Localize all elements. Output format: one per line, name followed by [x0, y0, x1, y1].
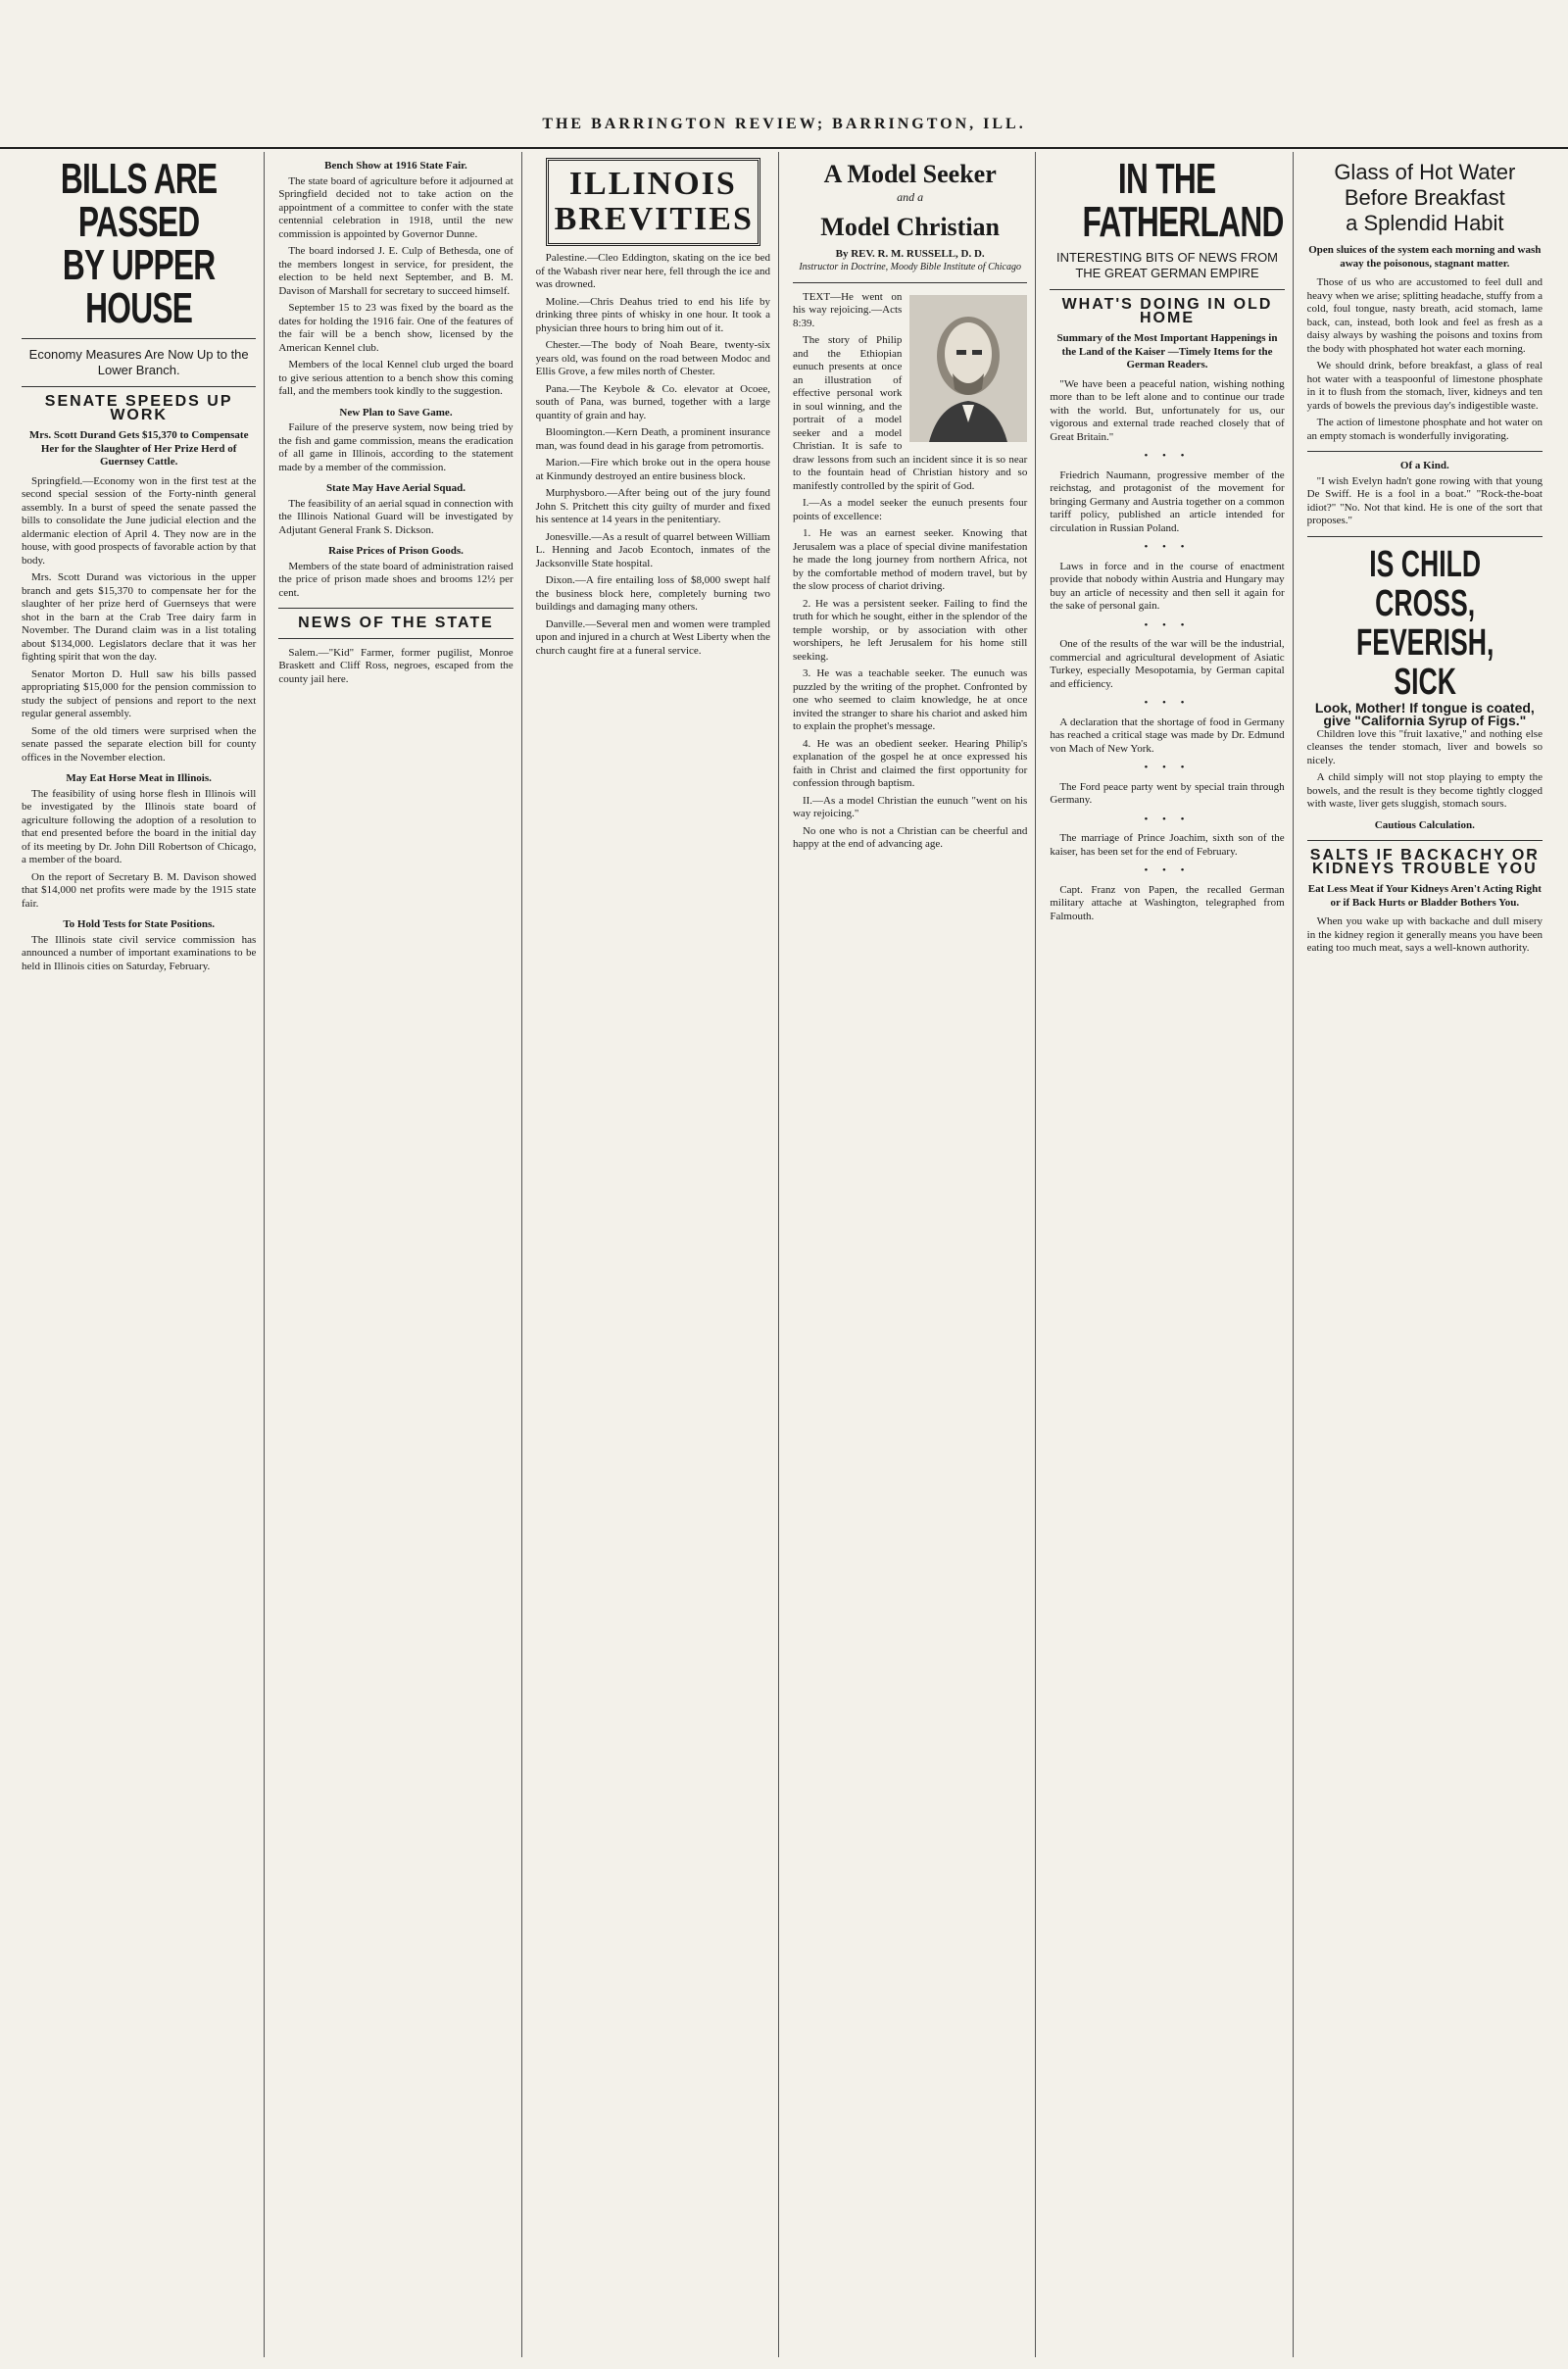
- section-head: Of a Kind.: [1399, 460, 1449, 471]
- paragraph: Those of us who are accustomed to feel dull and heavy when we arise; splitting headache, stuffy from a cold, foul tongue, nasty breath, acid stomach, lame back, can, instead, both look and feel as fresh as a daisy always by washing the poisons and toxins from the body with phosphated hot water each morning.: [1306, 276, 1543, 355]
- section-head: Cautious Calculation.: [1374, 818, 1475, 831]
- article-body: [1050, 378, 1284, 924]
- paragraph: Jonesville.—As a result of quarrel between William L. Henning and Jacob Econtoch, inmates of the Jacksonville State hospital.: [535, 530, 770, 569]
- separator-dots: • • •: [1144, 697, 1191, 709]
- paragraph: The marriage of Prince Joachim, sixth son of the kaiser, has been set for the end of February.: [1050, 832, 1285, 858]
- paragraph: September 15 to 23 was fixed by the board as the dates for holding the 1916 fair. One of the features of the fair will be a bench show, licensed by the American Kennel club.: [278, 302, 514, 354]
- model-seeker-title: A Model Seeker: [823, 160, 997, 188]
- paragraph: Dixon.—A fire entailing loss of $8,000 swept half the business block here, completely burning two buildings and damaging many others.: [535, 574, 770, 613]
- paragraph: Salem.—"Kid" Farmer, former pugilist, Monroe Braskett and Cliff Ross, negroes, escaped from the county jail here.: [278, 646, 514, 685]
- paragraph: The Ford peace party went by special train through Germany.: [1050, 780, 1285, 806]
- paragraph: I.—As a model seeker the eunuch presents four points of excellence:: [792, 497, 1028, 522]
- paragraph: 3. He was a teachable seeker. The eunuch was puzzled by the writing of the prophet. Confronted by one who seemed to claim knowledge, he at once invited the stranger to share his chariot and asked him to explain the prophet's message.: [792, 667, 1028, 732]
- paragraph: 4. He was an obedient seeker. Hearing Philip's explanation of the gospel he at once expressed his faith in Christ and claimed the first opportunity for confession through baptism.: [792, 737, 1028, 789]
- column-3: [532, 152, 779, 2357]
- article-body: [536, 252, 770, 658]
- paragraph: Senator Morton D. Hull saw his bills passed appropriating $15,000 for the pension commission to study the subject of pensions and report to the next regular general assembly.: [22, 667, 257, 719]
- paragraph: Murphysboro.—After being out of the jury found John S. Pritchett this city guilty of murder and fixed his sentence at 14 years in the penitentiary.: [535, 487, 770, 525]
- headline-bills-passed: BILLS ARE PASSED BY UPPER HOUSE: [60, 155, 218, 332]
- running-head: THE BARRINGTON REVIEW; BARRINGTON, ILL.: [542, 116, 1026, 132]
- paragraph: The action of limestone phosphate and hot water on an empty stomach is wonderfully invigorating.: [1306, 417, 1543, 442]
- article-body: [1307, 475, 1543, 528]
- paragraph: Members of the local Kennel club urged the board to give serious attention to a bench show this coming fall, and the members took kindly to the suggestion.: [278, 359, 514, 397]
- paragraph: 1. He was an earnest seeker. Knowing that Jerusalem was a place of special divine manifestation he made the long journey from northern Africa, not by the comfortable method of modern travel, but by the slow process of chariot driving.: [792, 527, 1028, 592]
- article-body: [278, 175, 513, 687]
- ad-salts-deck: Eat Less Meat if Your Kidneys Aren't Acting Right or if Back Hurts or Bladder Bothers You.: [1307, 883, 1542, 909]
- box-title-line: ILLINOIS: [568, 166, 737, 202]
- separator-dots: • • •: [1144, 450, 1191, 462]
- divider: [22, 338, 256, 339]
- paragraph: The feasibility of an aerial squad in connection with the Illinois National Guard will be investigated by Adjutant General Frank S. Dickson.: [278, 497, 514, 536]
- paragraph: Children love this "fruit laxative," and nothing else cleanses the tender stomach, liver and bowels so nicely.: [1306, 727, 1543, 766]
- paragraph: "We have been a peaceful nation, wishing nothing more than to be left alone and to continue our trade with the world. But, unfortunately for us, our vigorous and external trade reached closely that of Great Britain.": [1050, 377, 1285, 443]
- column-6: [1303, 152, 1550, 2357]
- paragraph: Chester.—The body of Noah Beare, twenty-six years old, was found on the road between Modoc and Ellis Grove, a few miles north of Chester.: [535, 339, 770, 377]
- column-4: [789, 152, 1036, 2357]
- summary-deck: Summary of the Most Important Happenings in the Land of the Kaiser —Timely Items for the German Readers.: [1056, 332, 1278, 370]
- ad-body: [1307, 728, 1543, 812]
- paragraph: The Illinois state civil service commission has announced a number of important examinations to be held in Illinois cities on Saturday, February.: [22, 933, 257, 972]
- ad-head-line: Glass of Hot Water: [1334, 160, 1516, 184]
- paragraph: Capt. Franz von Papen, the recalled German military attache at Washington, telegraphed from Falmouth.: [1050, 883, 1285, 922]
- paragraph: A declaration that the shortage of food in Germany has reached a critical stage was made by Dr. Edmund von Mach of New York.: [1050, 716, 1285, 755]
- paragraph: Mrs. Scott Durand was victorious in the upper branch and gets $15,370 to compensate her for the slaughter of her prize herd of Guernseys that were shot in the barn at the Crab Tree dairy farm in November. The Durand claim was in a list totaling about $134,000. Legislators declare that it was her fighting spirit that won the day.: [22, 571, 257, 663]
- paragraph: One of the results of the war will be the industrial, commercial and agricultural development of Asiatic Turkey, especially Mesopotamia, by German capital and efficiency.: [1050, 638, 1285, 690]
- paragraph: Friedrich Naumann, progressive member of the reichstag, and protagonist of the movement for bringing Germany and Austria together on a common tariff policy, published an article intended for circulation in Russian Poland.: [1050, 469, 1285, 534]
- section-head: May Eat Horse Meat in Illinois.: [66, 772, 212, 784]
- section-head: Raise Prices of Prison Goods.: [328, 545, 464, 557]
- subhead-news-of-state: NEWS OF THE STATE: [298, 615, 494, 631]
- paragraph: Laws in force and in the course of enactment provide that nobody within Austria and Hungary may buy an article of necessity and then sell it again for the sake of personal gain.: [1050, 560, 1285, 612]
- page-columns: [18, 152, 1550, 2357]
- subhead-old-home: WHAT'S DOING IN OLD HOME: [1061, 296, 1273, 326]
- ad-syrup-deck: Look, Mother! If tongue is coated, give "California Syrup of Figs.": [1314, 699, 1535, 728]
- paragraph: Failure of the preserve system, now being tried by the fish and game commission, means the eradication of all game in Illinois, according to the statement made by a member of the commission.: [278, 421, 514, 473]
- masthead: [0, 0, 1568, 149]
- paragraph: When you wake up with backache and dull misery in the kidney region it generally means you have been eating too much meat, says a well-known authority.: [1306, 915, 1543, 954]
- divider: [1307, 840, 1543, 841]
- paragraph: On the report of Secretary B. M. Davison showed that $14,000 net profits were made by the 1915 state fair.: [22, 870, 257, 910]
- paragraph: Pana.—The Keybole & Co. elevator at Ocoee, south of Pana, was burned, together with a large quantity of grain and hay.: [535, 382, 770, 421]
- article-body: [22, 475, 256, 974]
- section-head: To Hold Tests for State Positions.: [63, 918, 215, 930]
- deck-german-news: INTERESTING BITS OF NEWS FROM THE GREAT GERMAN EMPIRE: [1055, 250, 1279, 280]
- byline-affiliation: Instructor in Doctrine, Moody Bible Institute of Chicago: [799, 262, 1021, 272]
- separator-dots: • • •: [1144, 813, 1191, 825]
- paragraph: Members of the state board of administration raised the price of prison made shoes and brooms 12½ per cent.: [278, 560, 514, 599]
- paragraph: The state board of agriculture before it adjourned at Springfield decided not to take action on the appointment of a committee to confer with the state centennial celebration in 1918, until the new commission is appointed by Governor Dunne.: [278, 174, 514, 240]
- subhead-senate: SENATE SPEEDS UP WORK: [44, 393, 233, 423]
- divider: [1307, 536, 1543, 537]
- paragraph: The feasibility of using horse flesh in Illinois will be investigated by the Illinois state board of agriculture following the adoption of a resolution to that end presented before the board in the initial day of its meeting by Dr. John Dill Robertson of Chicago, a member of the board.: [22, 787, 257, 865]
- illinois-brevities-title: [546, 158, 760, 246]
- divider: [22, 386, 256, 387]
- paragraph: II.—As a model Christian the eunuch "went on his way rejoicing.": [792, 794, 1028, 819]
- portrait-illustration: [909, 295, 1027, 442]
- section-head: Bench Show at 1916 State Fair.: [324, 160, 467, 172]
- separator-dots: • • •: [1144, 762, 1191, 773]
- paragraph: Marion.—Fire which broke out in the opera house at Kinmundy destroyed an entire business block.: [535, 457, 770, 482]
- paragraph: 2. He was a persistent seeker. Failing to find the truth for which he sought, either in the splendor of the temple worship, or by association with other worshipers, he left Jerusalem for his home still seeking.: [792, 597, 1028, 663]
- deck-economy: Economy Measures Are Now Up to the Lower Branch.: [28, 347, 249, 377]
- ad-body: [1307, 276, 1543, 443]
- paragraph: Danville.—Several men and women were trampled upon and injured in a church at West Liberty when the church caught fire at a funeral service.: [535, 617, 770, 657]
- paragraph: Bloomington.—Kern Death, a prominent insurance man, was found dead in his garage from petromortis.: [535, 426, 770, 452]
- byline: By REV. R. M. RUSSELL, D. D.: [835, 247, 985, 260]
- box-title-line: BREVITIES: [554, 201, 754, 237]
- text-reference: TEXT—He went on his way rejoicing.—Acts 8:39.: [792, 290, 903, 329]
- section-head: State May Have Aerial Squad.: [325, 482, 466, 494]
- column-1: [18, 152, 265, 2357]
- paragraph: The board indorsed J. E. Culp of Bethesda, one of the members longest in service, for president, the election to be held next September, and B. M. Davison of Marshall for secretary to succeed himself.: [278, 245, 514, 297]
- model-title-and: and a: [897, 190, 924, 204]
- paragraph: A child simply will not stop playing to empty the bowels, and the result is they become tightly clogged with waste, liver gets sluggish, stomach sours.: [1306, 771, 1543, 810]
- paragraph: "I wish Evelyn hadn't gone rowing with that young De Swiff. He is a fool in a boat." "Rock-the-boat idiot?" "No. Not that kind. He is one of the sort that proposes.": [1306, 474, 1543, 526]
- ad-head-line: Before Breakfast: [1344, 185, 1505, 210]
- divider: [1050, 289, 1284, 290]
- divider: [278, 638, 513, 639]
- ad-child-cross-head: IS CHILD CROSS, FEVERISH, SICK: [1355, 543, 1494, 703]
- paragraph: We should drink, before breakfast, a glass of real hot water with a teaspoonful of limestone phosphate in it to flush from the stomach, liver, kidneys and ten yards of bowels the previous day's indigestible waste.: [1306, 360, 1543, 412]
- paragraph: Springfield.—Economy won in the first test at the second special session of the Forty-ninth general assembly. In a burst of speed the senate passed the bills to consolidate the June judicial election and the aldermanic election of April 4. They now are in the house, with good prospects of favorable action by that body.: [22, 474, 257, 567]
- paragraph: Some of the old timers were surprised when the senate passed the separate election bill for county offices in the November election.: [22, 724, 257, 764]
- column-2: [274, 152, 521, 2357]
- section-head: New Plan to Save Game.: [339, 406, 453, 419]
- divider: [793, 282, 1027, 283]
- ad-body: [1307, 915, 1543, 956]
- separator-dots: • • •: [1144, 864, 1191, 876]
- column-5: [1046, 152, 1293, 2357]
- separator-dots: • • •: [1144, 618, 1191, 631]
- separator-dots: • • •: [1144, 541, 1191, 553]
- paragraph: No one who is not a Christian can be cheerful and happy at the end of advancing age.: [792, 824, 1028, 850]
- ad-salts-head: SALTS IF BACKACHY OR KIDNEYS TROUBLE YOU: [1309, 847, 1540, 877]
- headline-fatherland: IN THE FATHERLAND: [1082, 155, 1284, 246]
- model-christian-title: Model Christian: [820, 212, 1001, 241]
- ad-glass-hot-water-head: [1307, 160, 1543, 236]
- paragraph: The story of Philip and the Ethiopian eunuch presents at once an illustration of effective personal work in soul winning, and the portrait of a model seeker and a model Christian. It is safe to draw lessons from such an incident since it is so near to the fountain head of Christian history and so manifestly controlled by the spirit of God.: [792, 334, 1028, 492]
- paragraph: Palestine.—Cleo Eddington, skating on the ice bed of the Wabash river near here, fell through the ice and was drowned.: [535, 252, 770, 290]
- portrait-image: [909, 295, 1027, 442]
- divider: [278, 608, 513, 609]
- ad-head-line: a Splendid Habit: [1346, 211, 1504, 235]
- divider: [1307, 451, 1543, 452]
- small-deck-durand: Mrs. Scott Durand Gets $15,370 to Compensate Her for the Slaughter of Her Prize Herd of Guernsey Cattle.: [28, 429, 249, 468]
- paragraph: Moline.—Chris Deahus tried to end his life by drinking three pints of whisky in one hour. It took a physician three hours to bring him out of it.: [535, 295, 770, 334]
- ad-deck: Open sluices of the system each morning and wash away the poisonous, stagnant matter.: [1308, 244, 1542, 270]
